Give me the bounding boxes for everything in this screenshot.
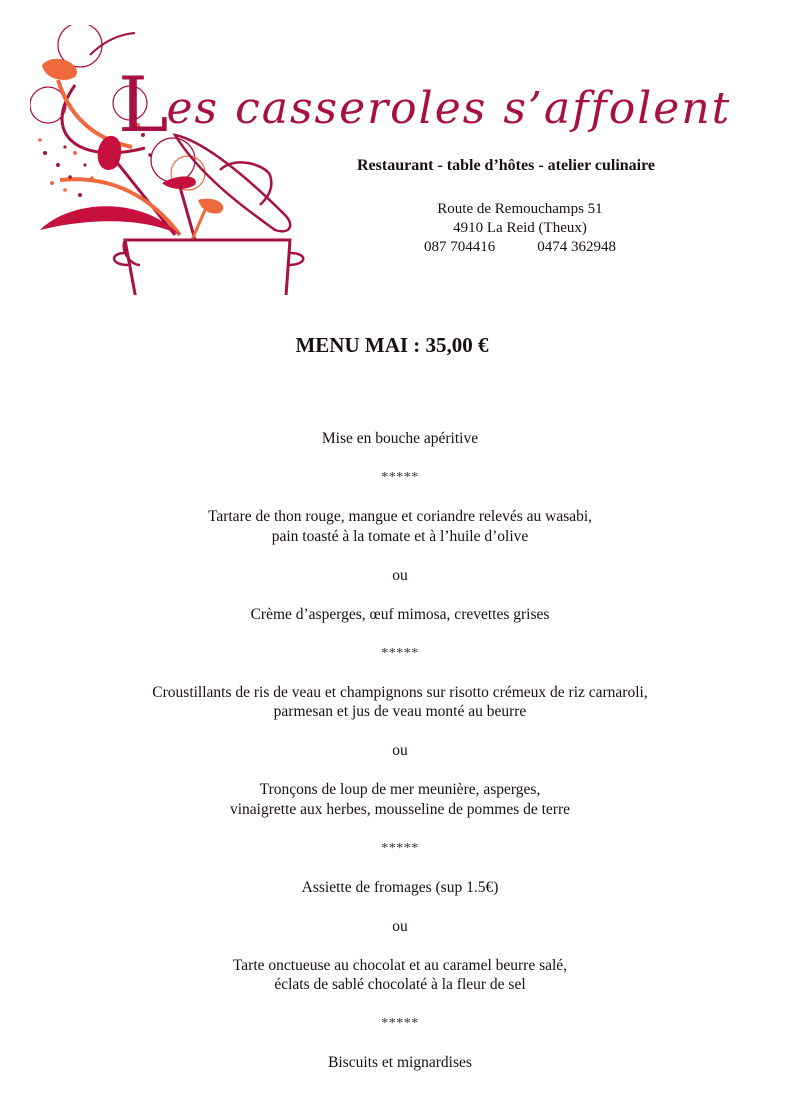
menu-title-text: MENU MAI : 35,00 € — [295, 333, 489, 357]
brand-initial: L — [118, 60, 171, 149]
brand-name — [118, 52, 788, 149]
course-main-1-line-2: parmesan et jus de veau monté au beurre — [273, 703, 527, 720]
address-city: 4910 La Reid (Theux) — [453, 220, 587, 236]
course-separator: ***** — [381, 470, 419, 485]
course-dessert-2-line-2: éclats de sablé chocolaté à la fleur de sel — [274, 976, 526, 993]
course-starter-1-line-1: Tartare de thon rouge, mangue et coriandre relevés au wasabi, — [207, 508, 593, 525]
address-street: Route de Remouchamps 51 — [437, 201, 603, 217]
phone-numbers — [400, 238, 640, 257]
course-separator: ***** — [381, 645, 419, 661]
or-label: ou — [392, 742, 408, 759]
brand-rest: es casseroles s’affolent — [166, 83, 732, 134]
course-petit-fours: Biscuits et mignardises — [328, 1054, 472, 1071]
phone-landline: 087 704416 — [424, 239, 496, 255]
course-starter-1-line-2: pain toasté à la tomate et à l’huile d’olive — [271, 527, 529, 545]
course-main-2-line-1: Tronçons de loup de mer meunière, asperges, — [259, 781, 541, 798]
menu-courses — [0, 429, 800, 1073]
course-dessert-1: Assiette de fromages (sup 1.5€) — [301, 878, 499, 896]
course-main-2-line-2: vinaigrette aux herbes, mousseline de pommes de terre — [229, 800, 571, 818]
or-label: ou — [392, 566, 408, 584]
course-separator: ***** — [381, 1016, 419, 1031]
course-starter-2: Crème d’asperges, œuf mimosa, crevettes grises — [250, 605, 550, 623]
address-block — [400, 200, 640, 257]
course-dessert-2-line-1: Tarte onctueuse au chocolat et au caramel beurre salé, — [232, 956, 568, 974]
course-separator: ***** — [381, 840, 419, 856]
or-label: ou — [392, 917, 408, 935]
tagline: Restaurant - table d’hôtes - atelier culinaire — [357, 157, 656, 174]
phone-mobile: 0474 362948 — [537, 239, 616, 255]
menu-title — [0, 333, 800, 358]
course-amuse: Mise en bouche apéritive — [321, 430, 479, 447]
course-main-1-line-1: Croustillants de ris de veau et champignons sur risotto crémeux de riz carnaroli, — [152, 683, 648, 701]
